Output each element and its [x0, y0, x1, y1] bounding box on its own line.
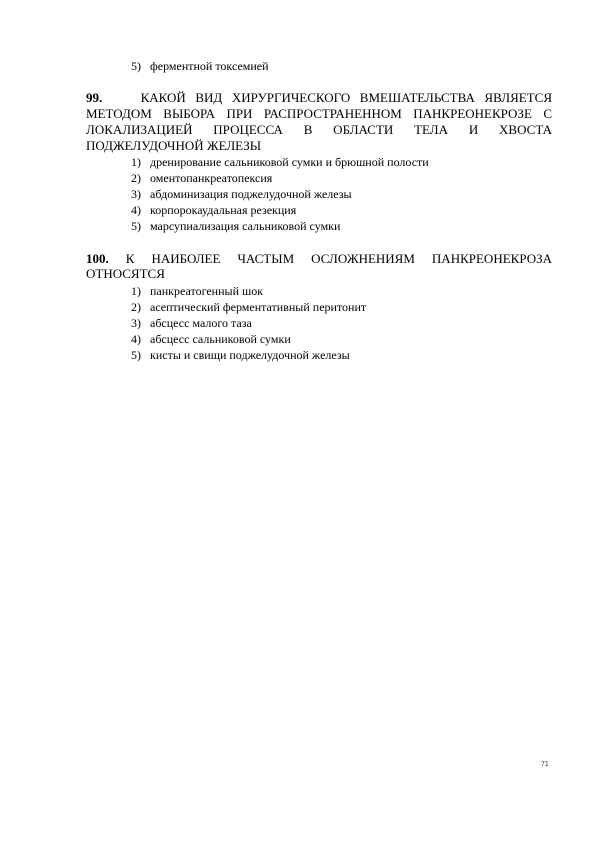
- question-100-option-4: [131, 332, 291, 347]
- question-99-number: 99.: [86, 90, 103, 105]
- question-99-stem-line-2: МЕТОДОМ ВЫБОРА ПРИ РАСПРОСТРАНЕННОМ ПАНКРЕОНЕКРОЗЕ С: [86, 106, 552, 121]
- page-number: 71: [541, 761, 549, 768]
- question-99-stem-line-4: ПОДЖЕЛУДОЧНОЙ ЖЕЛЕЗЫ: [86, 138, 262, 153]
- question-99-stem-line-1: [86, 90, 552, 106]
- option-number: 3): [131, 187, 141, 201]
- option-number: 4): [131, 332, 141, 346]
- option-text: корпорокаудальная резекция: [150, 203, 297, 217]
- option-text: дренирование сальниковой сумки и брюшной полости: [150, 155, 429, 169]
- option-text: кисты и свищи поджелудочной железы: [150, 348, 350, 362]
- option-number: 3): [131, 316, 141, 330]
- question-100-stem-line-1: [86, 251, 552, 267]
- option-number: 1): [131, 155, 141, 169]
- question-99-option-2: [131, 171, 272, 186]
- question-100-number: 100.: [86, 251, 109, 266]
- option-number: 2): [131, 300, 141, 314]
- question-100-stem-line-2: ОТНОСЯТСЯ: [86, 266, 165, 281]
- question-100-option-3: [131, 316, 252, 331]
- option-text: оментопанкреатопексия: [150, 171, 273, 185]
- prev-question-option-5: [131, 59, 269, 74]
- option-text: абсцесс малого таза: [150, 316, 252, 330]
- question-100-option-2: [131, 300, 366, 315]
- option-number: 5): [131, 59, 141, 73]
- option-text: панкреатогенный шок: [150, 284, 264, 298]
- option-text: асептический ферментативный перитонит: [150, 300, 367, 314]
- option-number: 4): [131, 203, 141, 217]
- question-100-text-line-1: К НАИБОЛЕЕ ЧАСТЫМ ОСЛОЖНЕНИЯМ ПАНКРЕОНЕКРОЗА: [125, 251, 552, 266]
- option-number: 1): [131, 284, 141, 298]
- option-number: 2): [131, 171, 141, 185]
- question-99-text-line-1: КАКОЙ ВИД ХИРУРГИЧЕСКОГО ВМЕШАТЕЛЬСТВА ЯВЛЯЕТСЯ: [140, 90, 552, 105]
- option-text: ферментной токсемией: [150, 59, 269, 73]
- question-100-option-1: [131, 284, 263, 299]
- question-99-option-4: [131, 203, 296, 218]
- option-text: марсупиализация сальниковой сумки: [150, 219, 341, 233]
- option-number: 5): [131, 348, 141, 362]
- question-100-option-5: [131, 348, 350, 363]
- question-99-option-3: [131, 187, 352, 202]
- question-99-option-5: [131, 219, 340, 234]
- option-text: абсцесс сальниковой сумки: [150, 332, 291, 346]
- option-number: 5): [131, 219, 141, 233]
- question-99-stem-line-3: ЛОКАЛИЗАЦИЕЙ ПРОЦЕССА В ОБЛАСТИ ТЕЛА И ХВОСТА: [86, 122, 552, 137]
- option-text: абдоминизация поджелудочной железы: [150, 187, 352, 201]
- question-99-option-1: [131, 155, 429, 170]
